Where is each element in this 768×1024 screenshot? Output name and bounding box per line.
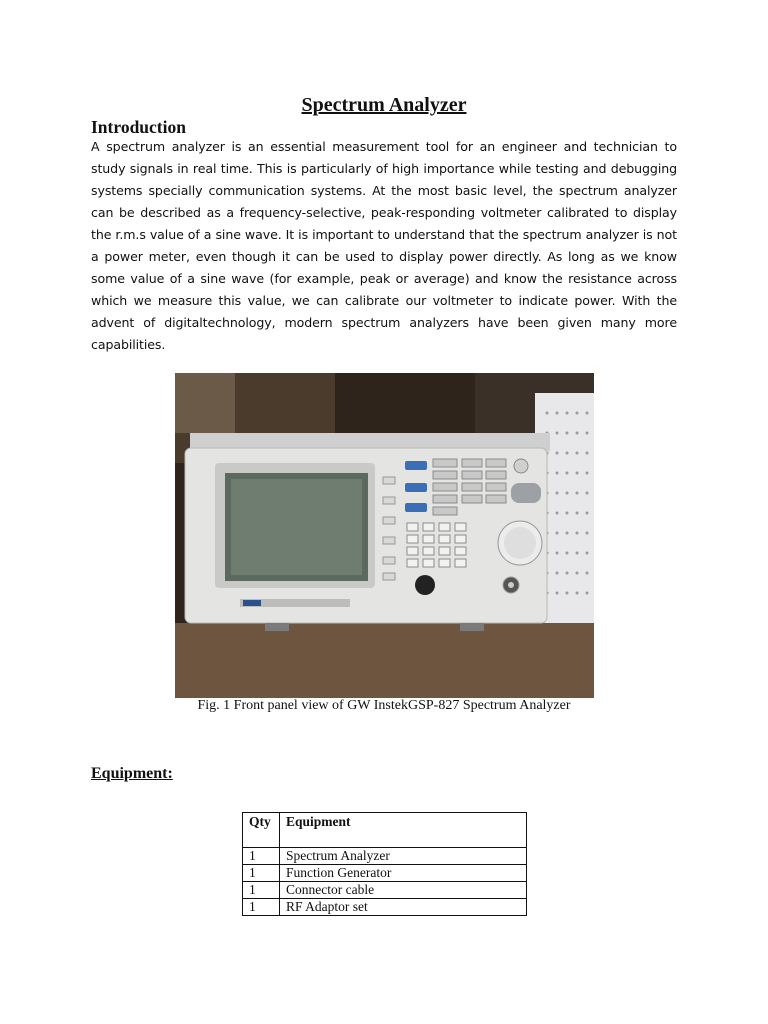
table-row <box>243 899 527 916</box>
qty-cell: 1 <box>243 848 280 865</box>
equipment-cell: Connector cable <box>280 882 527 899</box>
qty-cell: 1 <box>243 882 280 899</box>
introduction-paragraph: A spectrum analyzer is an essential measurement tool for an engineer and technician to study signals in real time. This is particularly of high importance while testing and debugging systems specially communication systems. At the most basic level, the spectrum analyzer can be described as a frequency-selective, peak-responding voltmeter calibrated to display the r.m.s value of a sine wave. It is important to understand that the spectrum analyzer is not a power meter, even though it can be used to display power directly. As long as we know some value of a sine wave (for example, peak or average) and know the resistance across which we measure this value, we can calibrate our voltmeter to indicate power. With the advent of digitaltechnology, modern spectrum analyzers have been given many more capabilities. <box>91 139 677 352</box>
column-header-equipment: Equipment <box>280 813 527 848</box>
table-header-row <box>243 813 527 848</box>
table-row <box>243 865 527 882</box>
equipment-cell: RF Adaptor set <box>280 899 527 916</box>
equipment-cell: Spectrum Analyzer <box>280 848 527 865</box>
table-row <box>243 848 527 865</box>
equipment-heading: Equipment: <box>91 765 173 782</box>
equipment-table <box>242 812 527 916</box>
document-title: Spectrum Analyzer <box>301 94 467 116</box>
column-header-qty: Qty <box>243 813 280 848</box>
qty-cell: 1 <box>243 899 280 916</box>
introduction-heading: Introduction <box>91 117 186 137</box>
qty-cell: 1 <box>243 865 280 882</box>
equipment-cell: Function Generator <box>280 865 527 882</box>
spectrum-analyzer-photo <box>175 373 594 698</box>
table-row <box>243 882 527 899</box>
figure-caption: Fig. 1 Front panel view of GW InstekGSP-827 Spectrum Analyzer <box>197 698 571 713</box>
